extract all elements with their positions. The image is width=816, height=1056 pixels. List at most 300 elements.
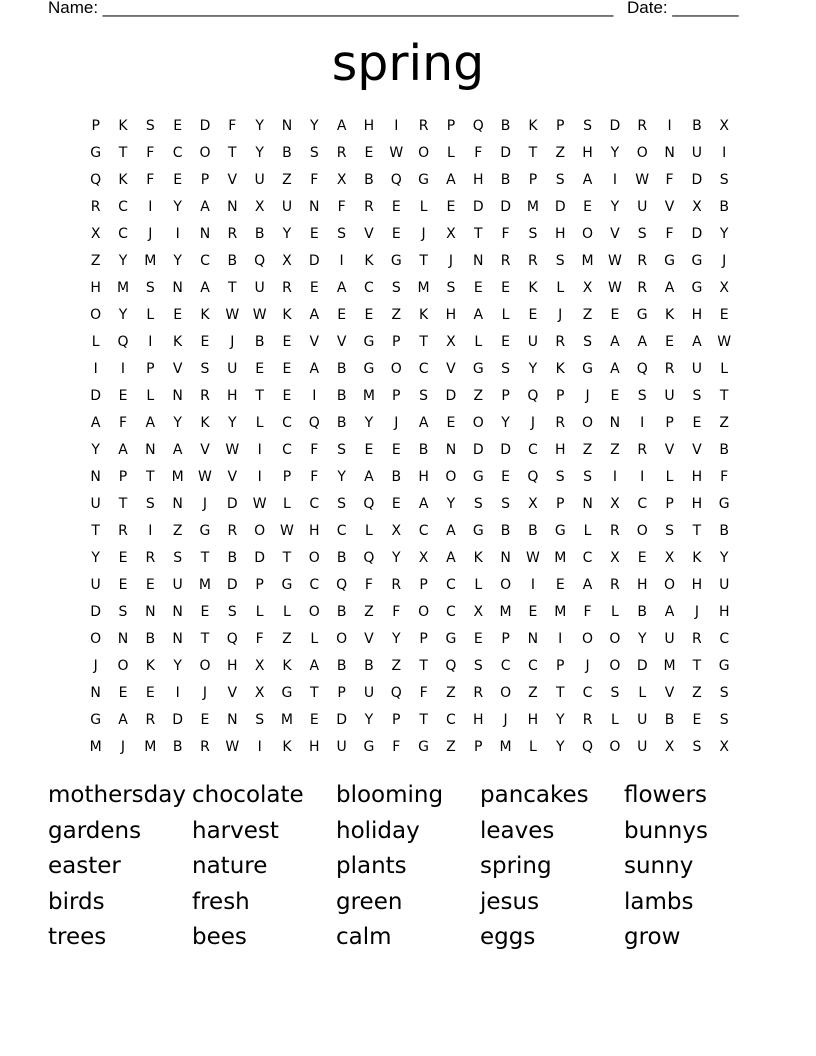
grid-letter: W — [635, 171, 650, 188]
grid-letter: C — [172, 144, 183, 161]
grid-row — [82, 247, 738, 274]
grid-letter: E — [309, 279, 319, 296]
grid-letter: K — [145, 657, 155, 674]
grid-letter: W — [225, 441, 240, 458]
grid-letter: R — [118, 522, 128, 539]
grid-letter: D — [500, 441, 511, 458]
grid-letter: A — [446, 522, 456, 539]
grid-letter: Q — [308, 414, 320, 431]
grid-letter: R — [364, 198, 374, 215]
grid-letter: F — [146, 171, 155, 188]
grid-letter: D — [472, 441, 484, 458]
grid-row — [82, 490, 738, 517]
grid-letter: D — [308, 252, 320, 269]
grid-letter: E — [391, 495, 401, 512]
grid-letter: B — [364, 657, 374, 674]
grid-letter: D — [609, 117, 621, 134]
grid-letter: P — [419, 576, 428, 593]
grid-row — [82, 112, 738, 139]
grid-letter: M — [198, 576, 212, 593]
grid-letter: E — [501, 333, 511, 350]
grid-letter: T — [419, 333, 428, 350]
grid-letter: X — [473, 603, 484, 620]
grid-letter: N — [145, 441, 156, 458]
word-list-item: plants — [336, 853, 407, 879]
grid-letter: Z — [582, 441, 593, 458]
grid-letter: Q — [117, 333, 129, 350]
grid-letter: U — [363, 684, 375, 701]
grid-letter: F — [364, 576, 373, 593]
grid-letter: P — [200, 171, 210, 188]
grid-letter: U — [90, 576, 101, 593]
grid-letter: E — [473, 630, 483, 647]
grid-letter: I — [339, 252, 344, 269]
grid-letter: K — [528, 279, 538, 296]
grid-letter: J — [202, 684, 208, 701]
grid-letter: D — [226, 576, 238, 593]
grid-letter: Y — [610, 144, 620, 161]
grid-letter: S — [446, 279, 456, 296]
grid-letter: T — [528, 144, 538, 161]
grid-letter: F — [310, 171, 319, 188]
grid-letter: U — [664, 630, 675, 647]
grid-letter: R — [145, 549, 156, 566]
grid-letter: K — [664, 306, 675, 323]
grid-letter: S — [337, 225, 347, 242]
grid-letter: C — [418, 522, 429, 539]
grid-letter: H — [582, 144, 593, 161]
grid-letter: B — [500, 522, 511, 539]
grid-letter: Q — [336, 576, 348, 593]
grid-letter: O — [636, 522, 648, 539]
grid-letter: I — [312, 387, 317, 404]
grid-letter: L — [255, 414, 264, 431]
grid-letter: K — [282, 738, 292, 755]
grid-letter: B — [500, 117, 511, 134]
grid-letter: I — [667, 117, 672, 134]
grid-letter: H — [554, 441, 566, 458]
grid-letter: I — [558, 630, 563, 647]
grid-letter: C — [500, 657, 511, 674]
grid-letter: L — [283, 495, 291, 512]
grid-letter: T — [419, 252, 428, 269]
grid-letter: J — [230, 333, 235, 350]
grid-letter: L — [610, 711, 619, 728]
grid-letter: K — [692, 549, 702, 566]
grid-letter: T — [473, 225, 483, 242]
grid-letter: Z — [719, 414, 729, 431]
grid-letter: O — [90, 306, 102, 323]
grid-letter: S — [118, 603, 128, 620]
grid-letter: C — [528, 657, 538, 674]
grid-row — [82, 355, 738, 382]
grid-letter: I — [175, 684, 180, 701]
grid-letter: U — [336, 738, 347, 755]
grid-letter: E — [200, 711, 210, 728]
grid-letter: E — [309, 225, 319, 242]
grid-letter: L — [255, 603, 264, 620]
grid-letter: F — [228, 117, 237, 134]
grid-letter: N — [227, 198, 238, 215]
grid-letter: B — [719, 522, 730, 539]
grid-letter: B — [254, 333, 265, 350]
word-list-item: leaves — [480, 817, 555, 844]
grid-letter: A — [418, 414, 429, 431]
grid-letter: F — [310, 441, 319, 458]
grid-row — [82, 733, 738, 760]
grid-letter: Q — [90, 171, 102, 188]
grid-letter: S — [200, 360, 210, 377]
grid-letter: N — [227, 711, 238, 728]
grid-letter: C — [446, 576, 456, 593]
grid-letter: A — [118, 711, 128, 728]
grid-letter: D — [691, 171, 703, 188]
grid-letter: P — [501, 387, 510, 404]
grid-letter: T — [228, 279, 237, 296]
grid-letter: I — [257, 738, 262, 755]
grid-letter: Y — [364, 711, 374, 728]
grid-letter: D — [636, 657, 648, 674]
grid-letter: Y — [719, 225, 729, 242]
grid-letter: Z — [446, 684, 456, 701]
grid-letter: T — [692, 522, 702, 539]
grid-letter: E — [528, 603, 538, 620]
grid-letter: U — [90, 495, 101, 512]
grid-letter: O — [336, 630, 348, 647]
grid-letter: I — [530, 576, 535, 593]
grid-letter: R — [528, 252, 538, 269]
grid-letter: E — [610, 387, 620, 404]
grid-letter: P — [146, 360, 155, 377]
grid-letter: E — [391, 198, 401, 215]
grid-letter: K — [173, 333, 183, 350]
word-list-item: bunnys — [624, 817, 708, 844]
grid-letter: S — [145, 279, 155, 296]
grid-letter: S — [583, 117, 593, 134]
grid-letter: S — [337, 441, 347, 458]
grid-letter: U — [254, 279, 265, 296]
grid-letter: L — [146, 387, 155, 404]
grid-letter: H — [309, 738, 320, 755]
grid-letter: Q — [636, 360, 648, 377]
grid-letter: Y — [91, 549, 100, 566]
grid-letter: E — [200, 603, 210, 620]
grid-letter: T — [310, 684, 319, 701]
grid-letter: W — [280, 522, 294, 539]
grid-letter: U — [227, 360, 238, 377]
word-list-item: birds — [48, 888, 105, 915]
word-list-item: trees — [48, 924, 107, 950]
grid-letter: U — [254, 171, 265, 188]
grid-letter: H — [718, 603, 730, 620]
grid-letter: V — [364, 225, 374, 242]
grid-letter: J — [202, 495, 208, 512]
grid-letter: V — [664, 198, 675, 215]
grid-letter: Z — [555, 144, 566, 161]
grid-letter: A — [664, 279, 675, 296]
grid-letter: N — [500, 549, 511, 566]
grid-letter: Q — [363, 549, 375, 566]
grid-letter: A — [200, 198, 210, 215]
grid-letter: W — [717, 333, 732, 350]
grid-letter: S — [583, 333, 593, 350]
grid-letter: A — [336, 279, 347, 296]
grid-letter: X — [90, 225, 101, 242]
grid-letter: V — [227, 468, 238, 485]
grid-letter: G — [472, 522, 484, 539]
grid-row — [82, 166, 738, 193]
grid-letter: R — [637, 279, 648, 296]
grid-letter: Y — [501, 414, 510, 431]
grid-letter: B — [664, 711, 675, 728]
grid-letter: S — [419, 387, 429, 404]
grid-letter: J — [503, 711, 508, 728]
word-list-item: flowers — [624, 782, 707, 808]
grid-letter: P — [556, 657, 565, 674]
grid-letter: J — [120, 738, 126, 755]
grid-letter: X — [664, 738, 675, 755]
grid-letter: X — [336, 171, 347, 188]
grid-letter: T — [91, 522, 100, 539]
grid-row — [82, 220, 738, 247]
grid-letter: U — [527, 333, 539, 350]
grid-letter: Y — [255, 144, 264, 161]
grid-letter: M — [663, 657, 676, 674]
grid-letter: G — [199, 522, 211, 539]
grid-letter: R — [391, 576, 402, 593]
grid-letter: W — [525, 549, 540, 566]
word-list-item: sunny — [624, 853, 694, 879]
grid-letter: P — [474, 738, 483, 755]
grid-letter: A — [582, 576, 593, 593]
grid-letter: C — [282, 414, 292, 431]
grid-letter: V — [309, 333, 320, 350]
grid-letter: A — [336, 117, 347, 134]
grid-letter: R — [145, 711, 156, 728]
grid-letter: Y — [555, 738, 565, 755]
grid-letter: E — [173, 171, 183, 188]
grid-letter: O — [90, 630, 102, 647]
grid-letter: J — [421, 225, 426, 242]
grid-letter: A — [172, 441, 183, 458]
grid-letter: A — [446, 171, 456, 188]
grid-letter: C — [528, 441, 538, 458]
grid-letter: E — [255, 360, 265, 377]
grid-letter: V — [610, 225, 620, 242]
grid-letter: H — [691, 495, 703, 512]
grid-letter: L — [665, 468, 674, 485]
grid-letter: X — [664, 549, 675, 566]
grid-letter: O — [609, 738, 621, 755]
grid-letter: D — [472, 198, 484, 215]
grid-letter: F — [665, 171, 674, 188]
grid-letter: V — [664, 441, 675, 458]
grid-letter: B — [418, 441, 429, 458]
grid-letter: H — [691, 306, 703, 323]
grid-letter: L — [91, 333, 100, 350]
grid-letter: J — [558, 306, 563, 323]
grid-letter: S — [637, 387, 647, 404]
grid-letter: G — [90, 144, 102, 161]
grid-letter: H — [636, 576, 648, 593]
grid-letter: P — [118, 468, 128, 485]
grid-letter: Q — [390, 171, 402, 188]
grid-letter: F — [310, 468, 319, 485]
grid-letter: P — [528, 171, 538, 188]
grid-letter: G — [281, 576, 293, 593]
grid-letter: D — [500, 144, 511, 161]
grid-letter: S — [555, 468, 565, 485]
grid-letter: O — [664, 576, 676, 593]
grid-letter: P — [282, 468, 292, 485]
grid-letter: E — [501, 468, 511, 485]
grid-letter: N — [172, 495, 183, 512]
grid-letter: E — [309, 711, 319, 728]
grid-letter: F — [118, 414, 128, 431]
grid-letter: W — [252, 306, 267, 323]
grid-letter: F — [337, 198, 346, 215]
grid-letter: S — [719, 711, 729, 728]
grid-letter: T — [228, 144, 237, 161]
grid-letter: M — [171, 468, 184, 485]
grid-letter: Y — [719, 549, 729, 566]
grid-letter: A — [90, 414, 101, 431]
grid-letter: B — [336, 360, 347, 377]
grid-letter: I — [612, 468, 617, 485]
grid-letter: A — [200, 279, 210, 296]
grid-letter: N — [117, 630, 129, 647]
grid-letter: A — [664, 603, 675, 620]
grid-letter: G — [472, 360, 484, 377]
grid-letter: G — [363, 738, 375, 755]
grid-letter: Y — [228, 414, 237, 431]
grid-letter: E — [391, 225, 401, 242]
grid-letter: T — [118, 144, 128, 161]
grid-letter: H — [309, 522, 320, 539]
grid-letter: Z — [473, 387, 484, 404]
grid-letter: W — [389, 144, 404, 161]
grid-letter: Z — [282, 630, 292, 647]
grid-letter: N — [172, 630, 183, 647]
grid-letter: F — [720, 468, 729, 485]
grid-letter: N — [172, 387, 183, 404]
grid-letter: L — [720, 360, 729, 377]
grid-letter: S — [637, 225, 647, 242]
grid-letter: I — [175, 225, 180, 242]
grid-letter: I — [148, 333, 153, 350]
grid-letter: E — [118, 684, 128, 701]
grid-letter: K — [555, 360, 565, 377]
grid-letter: P — [337, 684, 346, 701]
word-list-item: green — [336, 888, 403, 915]
grid-letter: J — [722, 252, 727, 269]
grid-letter: E — [364, 306, 374, 323]
grid-letter: B — [391, 468, 402, 485]
grid-letter: N — [582, 495, 593, 512]
grid-letter: E — [446, 414, 456, 431]
grid-letter: B — [172, 738, 183, 755]
grid-letter: D — [90, 603, 102, 620]
grid-letter: U — [281, 198, 293, 215]
grid-letter: T — [255, 387, 264, 404]
grid-letter: T — [200, 549, 210, 566]
grid-letter: L — [365, 522, 373, 539]
grid-letter: N — [172, 279, 183, 296]
grid-letter: M — [581, 252, 594, 269]
grid-letter: O — [609, 657, 621, 674]
grid-letter: Q — [582, 738, 594, 755]
grid-letter: D — [500, 198, 511, 215]
grid-letter: S — [337, 495, 347, 512]
grid-letter: G — [554, 522, 566, 539]
grid-letter: H — [472, 711, 484, 728]
grid-letter: L — [556, 279, 565, 296]
grid-row — [82, 301, 738, 328]
grid-letter: P — [665, 414, 674, 431]
grid-letter: C — [309, 495, 320, 512]
grid-letter: V — [364, 630, 374, 647]
grid-letter: K — [200, 306, 210, 323]
grid-letter: G — [90, 711, 102, 728]
grid-letter: N — [609, 414, 621, 431]
grid-letter: O — [418, 144, 430, 161]
grid-row — [82, 328, 738, 355]
grid-letter: X — [692, 198, 702, 215]
grid-letter: O — [500, 576, 512, 593]
grid-letter: D — [691, 225, 703, 242]
grid-letter: Y — [337, 468, 346, 485]
grid-letter: C — [719, 630, 730, 647]
grid-letter: X — [719, 117, 729, 134]
grid-letter: R — [610, 576, 620, 593]
grid-letter: H — [227, 387, 238, 404]
grid-letter: E — [145, 684, 155, 701]
grid-letter: S — [391, 279, 401, 296]
name-field-label: Name: ______________________________________________________ — [48, 0, 614, 17]
grid-letter: N — [664, 144, 675, 161]
grid-letter: Q — [390, 684, 402, 701]
grid-letter: O — [445, 468, 457, 485]
word-list — [48, 778, 768, 956]
grid-letter: G — [636, 306, 648, 323]
grid-letter: E — [118, 549, 128, 566]
grid-letter: H — [90, 279, 101, 296]
grid-letter: F — [419, 684, 428, 701]
word-list-item: lambs — [624, 888, 694, 915]
grid-letter: C — [364, 279, 374, 296]
grid-letter: B — [719, 441, 730, 458]
grid-letter: G — [390, 252, 402, 269]
grid-letter: M — [417, 279, 430, 296]
grid-letter: E — [446, 198, 456, 215]
grid-row — [82, 382, 738, 409]
grid-letter: I — [722, 144, 727, 161]
grid-letter: Y — [391, 630, 401, 647]
grid-letter: H — [363, 117, 375, 134]
grid-letter: J — [93, 657, 98, 674]
grid-letter: I — [394, 117, 399, 134]
grid-letter: E — [173, 117, 183, 134]
grid-letter: H — [691, 468, 703, 485]
grid-letter: E — [610, 306, 620, 323]
grid-letter: I — [612, 171, 617, 188]
grid-letter: A — [364, 468, 374, 485]
grid-letter: M — [362, 387, 375, 404]
grid-letter: S — [692, 387, 702, 404]
grid-letter: Y — [391, 549, 401, 566]
grid-letter: V — [227, 684, 238, 701]
word-list-item: grow — [624, 924, 681, 950]
